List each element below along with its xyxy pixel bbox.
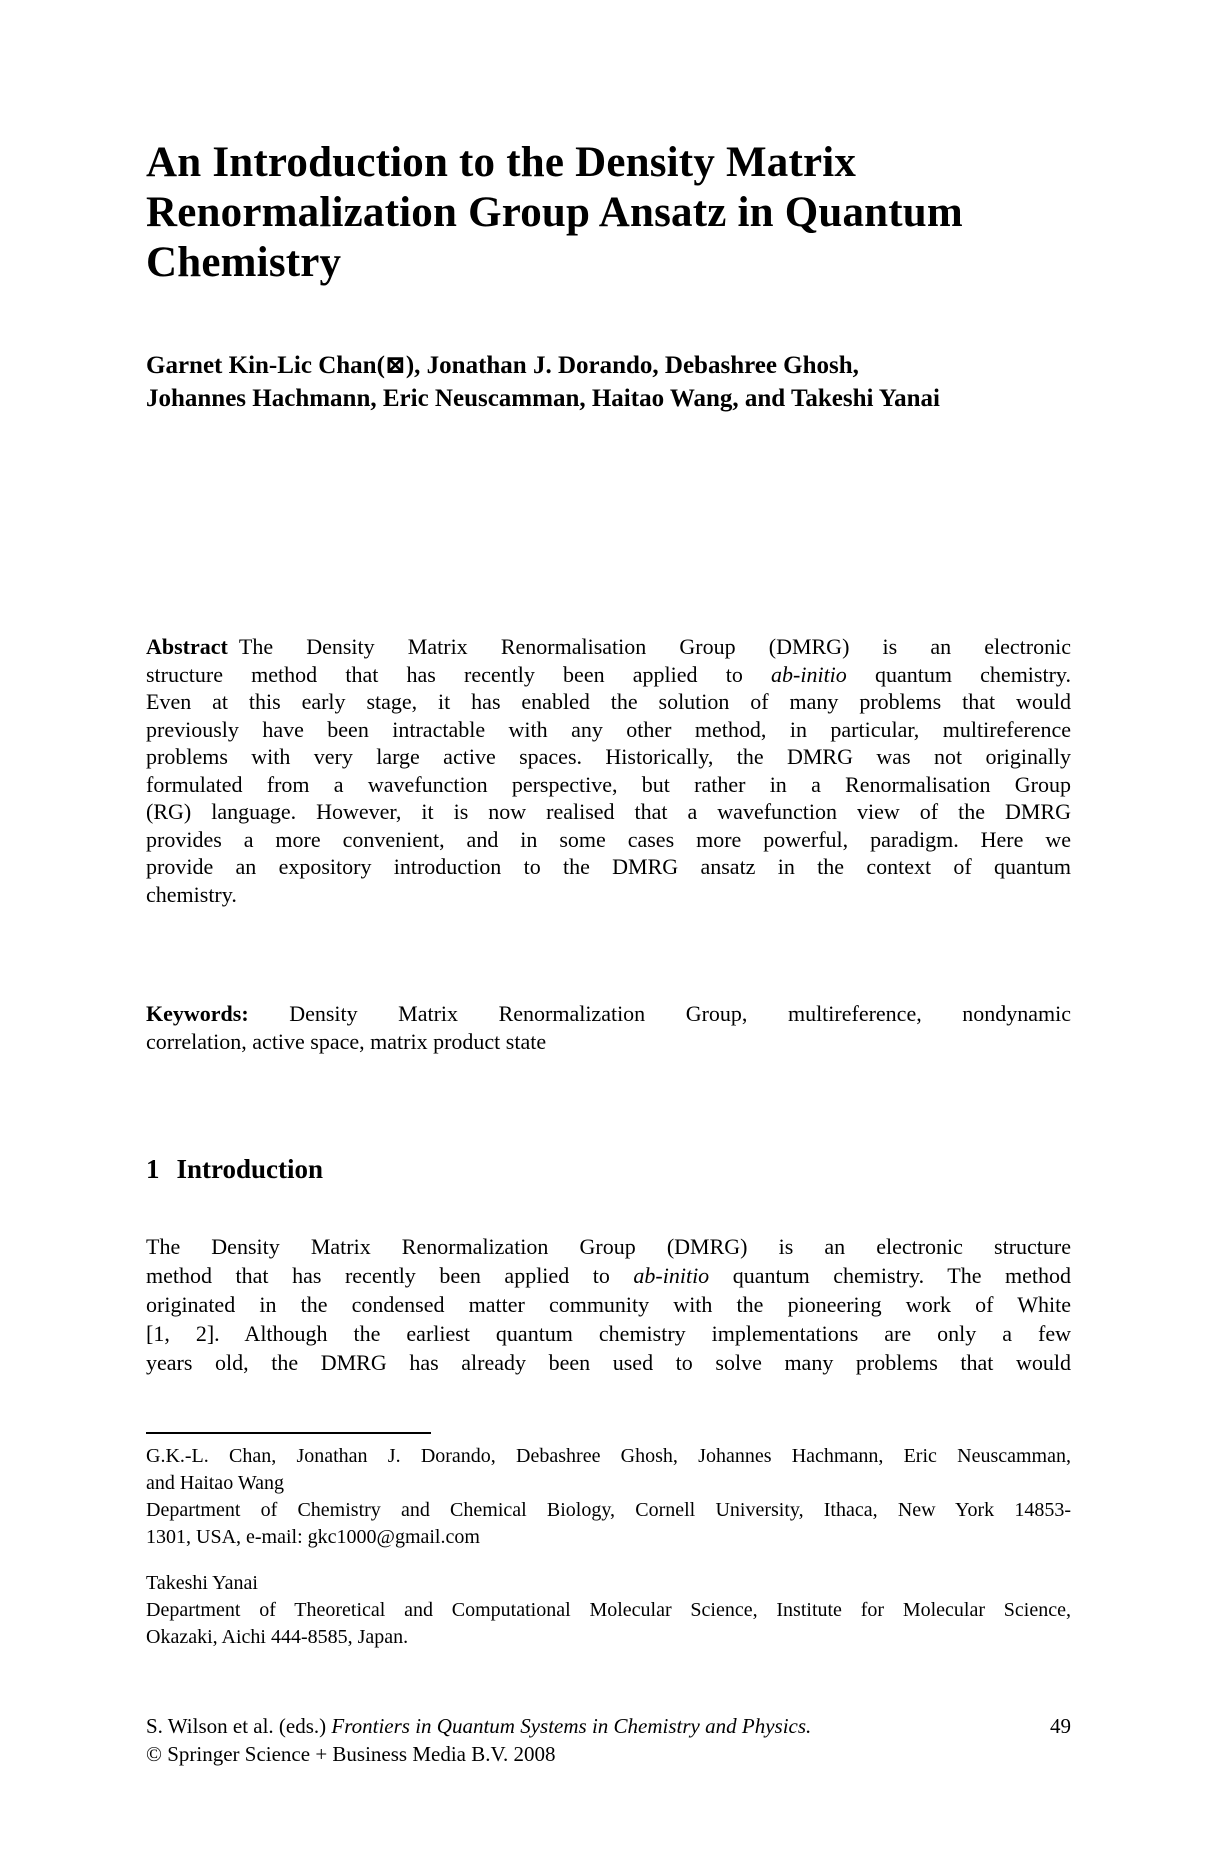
abstract-paragraph: Abstract The Density Matrix Renormalisation Group (DMRG) is an electronic structure method that has recently been applied to ab-initio quantum chemistry. Even at this early stage, it has enabled the solution of many problems that would previously have been intractable with any other method, in particular, multireference problems with very large active spaces. Historically, the DMRG was not originally formulated from a wavefunction perspective, but rather in a Renormalisation Group (RG) language. However, it is now realised that a wavefunction view of the DMRG provides a more convenient, and in some cases more powerful, paradigm. Here we provide an expository introduction to the DMRG ansatz in the context of quantum chemistry. bbox=[146, 634, 1071, 907]
section-title: Introduction bbox=[176, 1154, 324, 1184]
page-title: An Introduction to the Density Matrix Renormalization Group Ansatz in Quantum Chemistry bbox=[146, 139, 963, 286]
keywords-paragraph: Keywords: Density Matrix Renormalization Group, multireference, nondynamic correlation, active space, matrix product state bbox=[146, 1001, 1071, 1054]
footnote-rule bbox=[146, 1432, 431, 1434]
footnote-affiliation-ims: Takeshi Yanai Department of Theoretical and Computational Molecular Science, Institute for Molecular Science, Okazaki, Aichi 444-8585, Japan. bbox=[146, 1572, 1071, 1648]
page-number: 49 bbox=[1050, 1714, 1071, 1738]
section-number: 1 bbox=[146, 1154, 160, 1184]
intro-paragraph: The Density Matrix Renormalization Group (DMRG) is an electronic structure method that has recently been applied to ab-initio quantum chemistry. The method originated in the condensed matter community with the pioneering work of White [1, 2]. Although the earliest quantum chemistry implementations are only a few years old, the DMRG has already been used to solve many problems that would bbox=[146, 1234, 1072, 1375]
copyright-line: © Springer Science + Business Media B.V. 2008 bbox=[146, 1742, 556, 1766]
page-footer bbox=[146, 1712, 1071, 1768]
authors: Garnet Kin-Lic Chan(⊠), Jonathan J. Dorando, Debashree Ghosh, Johannes Hachmann, Eric Neuscamman, Haitao Wang, and Takeshi Yanai bbox=[146, 352, 940, 412]
footnote-affiliation-cornell: G.K.-L. Chan, Jonathan J. Dorando, Debashree Ghosh, Johannes Hachmann, Eric Neuscamman, and Haitao Wang Department of Chemistry and Chemical Biology, Cornell University, Ithaca, New York 14853- 1301, USA, e-mail: gkc1000@gmail.com bbox=[146, 1445, 1071, 1548]
book-citation: S. Wilson et al. (eds.) Frontiers in Quantum Systems in Chemistry and Physics. bbox=[146, 1714, 812, 1738]
section-heading bbox=[146, 1154, 1071, 1185]
